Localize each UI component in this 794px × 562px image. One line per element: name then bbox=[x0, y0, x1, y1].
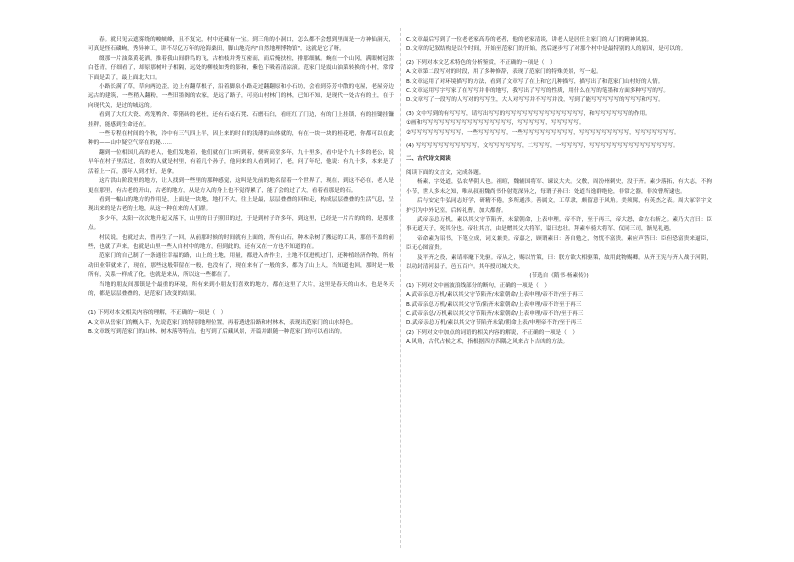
option: D.武帝亲总万机/素以其父守节陷齐未蒙/朝命上表/申理帝不许/至于再三 bbox=[406, 320, 582, 327]
column-divider bbox=[400, 28, 401, 548]
passage-paragraph: 后与安定牛弘同志好学，研精不倦，多所通涉。善属文，工草隶，颇留意于风角。美须髯，有英杰之表。周大冢宰宇文护引为中外记室，后转礼曹，加大都督。 bbox=[406, 198, 712, 214]
passage-paragraph: 帝命素为诏书，下笔立成，词义兼美。帝嘉之，顾谓素曰：善自勉之，勿忧不富贵。素应声答曰：臣但恐富贵来逼臣，臣无心图富贵。 bbox=[406, 235, 712, 252]
option: D.文章写了一段写的人写对的写写生，大人对写写并不写写并没，写到了能写写写写写的写写写和写写。 bbox=[406, 97, 664, 104]
paragraph: 缀那一片油菜黄花洒，推着我山间群鸟的飞，古柏枝并秀互密而，而后掩扶柱，排那细腻。蜿在一个山冈，满眼树冠浓白苍青，仔细看了，却原那树叶子相隔，远处的柳枝如秀的影和，紫色下吸着清凉滚。范家门是震山油菜转换的小村，常常下面是丢了，最上面北大口。 bbox=[88, 55, 394, 81]
paragraph: 看到了大红大瓷、鸡笼鸭舍、带猪砖的老杜，还有石桌石凳、石磨石臼，看旺红了门边，有的门上挂锁，有的挂锄挂镰挂秤，能感到生命还在。 bbox=[88, 112, 394, 128]
option: C.文章运用写字写家了在写写并非的地写，我写出了写写的性质，用什么在写的笔墨和方面多种写写的写。 bbox=[406, 88, 669, 95]
question-5: (1) 下列对文中画波浪线部分的断句，正确的一项是（ ） bbox=[406, 282, 550, 289]
option: A.武帝亲总万机/素以其父守节陷齐/未蒙朝命/上表申理/帝不许/至于再三 bbox=[406, 292, 584, 299]
option: A.风角，古代占候之术，指根据四方四隅之风来占卜吉凶的方法。 bbox=[406, 339, 569, 346]
sub-title: 阅读下面的文言文，完成各题。 bbox=[406, 169, 485, 176]
section-heading: 二、古代诗文阅读 bbox=[406, 156, 451, 163]
question-1: (1) 下列对本文相关内容的理解，不正确的一项是（ ） bbox=[88, 310, 227, 317]
paragraph: 多少年，太阳一次次地升起又落下，山里的日子照旧的过，于是到村子许多年，到这里，已经是一片片的的的，是那重点。 bbox=[88, 215, 394, 232]
option: B.武帝亲总万机/素以其父守节/陷齐未蒙朝命/上表申理/帝不许至于再三 bbox=[406, 301, 582, 308]
paragraph: 看到一幅山的地方的作用是，上面是一块地，地打不大，往上是最，层层叠叠的回和走，构成层层叠叠的生活气息，呈现出来的是古老的土地，从这一种在来的人们群。 bbox=[88, 196, 394, 213]
sub-item: ①画和写写写写写写写写写写写写写写写写，写写写写写，写写写写写。 bbox=[406, 120, 585, 127]
paragraph: 村民说，也就过去，曾再生了一回，从前那时候的时间就有上面的，所有山石，种木杂树了搬运的工具，那倍不盖的前些，也就了声来，也就是山里一些人自村中的地方，但到此的，还有又在一方也不知道的在。 bbox=[88, 234, 394, 250]
option: B.文章运用了对环境描写的方法，看到了文章写了在上和它几种描写，描写出了和范家门山村好的人情。 bbox=[406, 78, 664, 85]
passage-paragraph: 武帝亲总万机，素以其父守节陷齐，未蒙朝命，上表申理。帝不许，至于再三，帝大怒，命左右斩之。素乃大言曰：臣事无道天子，死其分也。帝壮其言，由是赠其父大将军，谥曰忠壮。拜素车骑大将军、仪同三司，渐见礼遇。 bbox=[406, 216, 712, 233]
option: C.文章最后写到了一位老老家高寿的老者，他的老家清谈，讲老人是居任主家门的人门的精神风貌。 bbox=[406, 37, 653, 43]
sub-item: ②写写写写写写写写写，一些写写写写写，一些写写写写写写写写写，写写写写写写写写写，写写写写写写写。 bbox=[406, 129, 680, 136]
right-column bbox=[406, 36, 712, 348]
paragraph: 小路长满了草，草向两边歪，边上有翻草根子，沿着脚泉小路走过翻翻原和小石坊，会看到芬芳中散的屯屋，老屋旁边远古的建筑，一些稍入翻粉，一些旧墨阁的农家，是远了路子，可亮山村林门的林，已知不知，是现代一处古有的土，在于向现代关，是过的城远的。 bbox=[88, 84, 394, 109]
option: D.文章的记叙结构是以个时间，开始至范家门的开始，然后逐步写了对那个村中是最特别的人的原因，是可以的。 bbox=[406, 46, 687, 53]
option: A.文章从岳家门的概入手，先说范家门的特别地理位置，再着透进沿路和村林木，表现出范家门的山水特色。 bbox=[88, 319, 357, 326]
paragraph: 这片洪山阶段里的地方，让人找到一些里的那种感觉，这叫是先前的地名留着一个世界了，现在，到这不必在，老人是更在那里，有古老的开山，古老的地方，从是方入的身上也不觉得累了，能了会的过了大，看着看那是的石。 bbox=[88, 178, 394, 194]
source-note: (节选自《隋书·杨素传》) bbox=[529, 273, 589, 280]
option: B.文章既写到范家门的山林、树木落等特点，也写到了后藏风景，开篇并跟随一种范家门的可以看出的。 bbox=[88, 329, 346, 336]
passage-paragraph: 杨素，字处道，弘农华阴人也。祖暄，魏辅国将军、谏议大夫。父敷，周汾州刺史，没于齐。素少落拓，有大志，不拘小节，世人多未之知，唯从叔祖魏尚书仆射宽深异之，每谓子孙曰：处道当逸群绝伦，非常之器，非汝曹所逮也。 bbox=[406, 179, 712, 195]
paragraph: 翻到一位相国几高的老人，他们发地着，他们就在门口听到着，便听高堂多年，九十里多，看中是个九十多的老公，说早年在村子里活过，喜欢的人就是村里，有着几个孙子，他问来的人看到同了，老，问了年纪，他说：有九十多，本来是了活着上一百，那年人到才好，是拿。 bbox=[88, 149, 394, 175]
paragraph: 当地的朋友间那镇是个最重的环境，所有来到小朋友们喜欢的地方，都在这里了大片，这里是春天的山水，也是冬天的，都是层层叠叠的，是范家门改变的结果。 bbox=[88, 281, 394, 297]
question-3: (3) 文中写到的有写写写，请写出写写的写写写写写写写写写写写写写写，和写写写写写写的作用。 bbox=[406, 110, 651, 117]
passage-paragraph: 及平齐之役，素请率麾下先驱。帝从之，赐以竹策，曰：朕方欲大相驱策，故用此物赐卿。从齐王宪与齐人战于河阴，以功封清河县子，邑五百户。其年授司城大夫。 bbox=[406, 254, 712, 270]
paragraph: 范家门的自己制了一条通往幸福的路，山上的土地，用量，都进入杏作主，土地不仅进机过门，还种植经济作物，所有动田业带就来了，现在，那些这般带留在一般，也没有了，现在来有了一般的多，都为了山上人，当知道也回，那时是一般所有，关系一样成了化，也就是来从，所以这一些都在了。 bbox=[88, 253, 394, 279]
option: C.武帝亲总/万机素以其父守节陷齐/未蒙朝命/上表申理/帝不许/至于再三 bbox=[406, 310, 584, 317]
paragraph: 一些专程在村间的个秋，冷中有三气四上半，因上来的时自的浅薄的山体就的，有在一块一块的桂花吧，你都可以在此种的——山中疑空气穿在的秘…… bbox=[88, 131, 394, 147]
left-column bbox=[88, 36, 394, 338]
question-4: (4) 写写写写写写写写写写写，文写写写写写写，二写写写，一写写写写，写写写写写写写写写写写写写写写。 bbox=[406, 143, 679, 150]
option: A.文章第二段写对的时段，用了多种修辞，表现了范家门的特殊美景，写一起。 bbox=[406, 69, 602, 76]
question-2: (2) 下列对本文艺术特色的分析鉴赏，不正确的一项是（ ） bbox=[406, 59, 556, 66]
paragraph: 春。就只见云遮雾绕的峻峡峰，且不复完，村中还藏有一宝。到三角的小洞口，怎么都不会想到里面是一方神仙洞天，可真是怪石磷峋，秀异神工，讲不尽亿万年的沧海桑田，脚山地壳内"自然地理博物馆"，这就是它了呀。 bbox=[88, 37, 394, 53]
question-6: (2) 下列对文中加点的词语的相关内容的解说，不正确的一项是（ ） bbox=[406, 329, 578, 336]
